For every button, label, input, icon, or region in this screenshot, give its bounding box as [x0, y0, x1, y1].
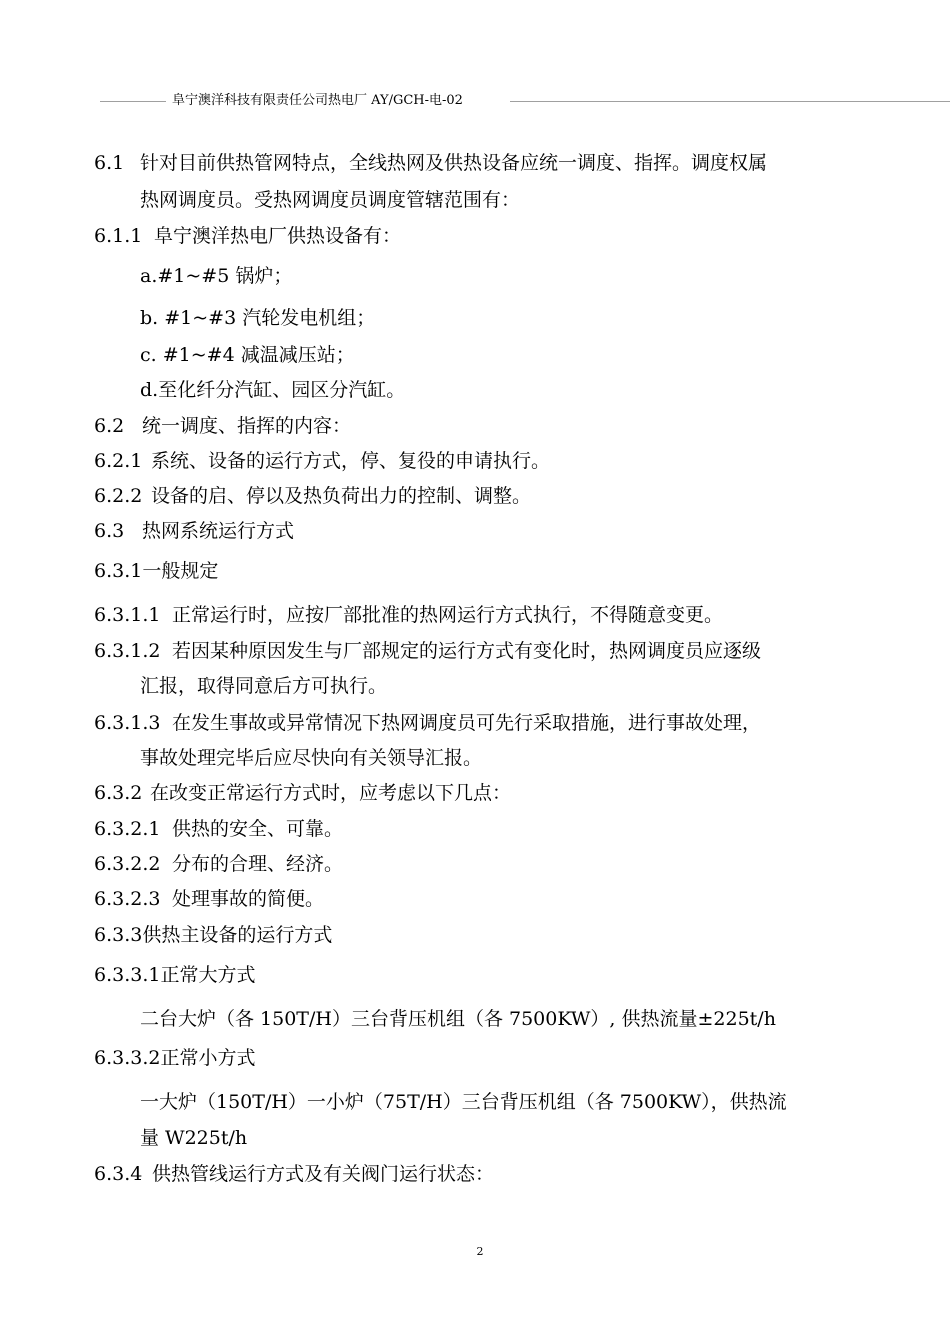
section-number: 6.3.2.2 — [94, 853, 161, 875]
header-rule-right — [510, 101, 950, 102]
line-6-3-1-3 — [94, 710, 761, 736]
line-text: 若因某种原因发生与厂部规定的运行方式有变化时，热网调度员应逐级 — [172, 640, 762, 662]
section-number: 6.3.1 — [94, 560, 143, 582]
section-number: 6.3.3.2 — [94, 1047, 161, 1069]
line-text: b. #1~#3 汽轮发电机组； — [140, 307, 376, 329]
line-text: 一大炉（150T/H）一小炉（75T/H）三台背压机组（各 7500KW），供热流 — [140, 1091, 787, 1113]
line-6-3-2-1 — [94, 816, 343, 842]
page-header — [0, 92, 950, 112]
line-text: 热网系统运行方式 — [142, 520, 295, 542]
section-number: 6.2.1 — [94, 450, 143, 472]
line-small-mode-detail — [140, 1089, 787, 1115]
line-6-2-1 — [94, 448, 550, 474]
line-big-mode-detail — [140, 1006, 776, 1032]
section-number: 6.3.4 — [94, 1163, 143, 1185]
line-6-2 — [94, 413, 351, 439]
line-6-3-1-2-cont — [140, 673, 387, 699]
line-text: c. #1~#4 减温减压站； — [140, 344, 355, 366]
line-6-3-3 — [94, 922, 332, 948]
line-6-3-1-1 — [94, 602, 723, 628]
section-number: 6.3.2.3 — [94, 888, 161, 910]
line-text: 供热管线运行方式及有关阀门运行状态： — [152, 1163, 495, 1185]
line-item-b — [140, 305, 375, 331]
section-number: 6.2 — [94, 415, 125, 437]
line-text: 正常大方式 — [160, 964, 256, 986]
section-number: 6.3.1.2 — [94, 640, 161, 662]
line-small-mode-detail-cont — [140, 1125, 247, 1151]
line-text: 供热的安全、可靠。 — [172, 818, 344, 840]
section-number: 6.1.1 — [94, 225, 143, 247]
header-text: 阜宁澳洋科技有限责任公司热电厂 AY/GCH-电-02 — [172, 93, 463, 108]
section-number: 6.3.1.3 — [94, 712, 161, 734]
line-6-3-3-2 — [94, 1045, 256, 1071]
page-number: 2 — [476, 1245, 484, 1258]
line-text: 汇报，取得同意后方可执行。 — [140, 675, 388, 697]
line-item-a — [140, 263, 292, 289]
line-text: 正常运行时，应按厂部批准的热网运行方式执行，不得随意变更。 — [172, 604, 724, 626]
line-text: 正常小方式 — [160, 1047, 256, 1069]
section-number: 6.2.2 — [94, 485, 143, 507]
line-6-3-4 — [94, 1161, 494, 1187]
line-text: 事故处理完毕后应尽快向有关领导汇报。 — [140, 747, 483, 769]
line-text: 统一调度、指挥的内容： — [142, 415, 352, 437]
line-6-1-1 — [94, 223, 401, 249]
line-6-3-1 — [94, 558, 218, 584]
line-text: 量 W225t/h — [140, 1127, 248, 1149]
line-item-d — [140, 377, 405, 403]
section-number: 6.3.3.1 — [94, 964, 161, 986]
line-6-3-2-2 — [94, 851, 343, 877]
section-number: 6.3 — [94, 520, 125, 542]
line-text: 分布的合理、经济。 — [172, 853, 344, 875]
line-text: a.#1~#5 锅炉； — [140, 265, 293, 287]
line-6-2-2 — [94, 483, 531, 509]
line-6-1 — [94, 150, 767, 176]
section-number: 6.1 — [94, 152, 125, 174]
section-number: 6.3.2.1 — [94, 818, 161, 840]
line-text: 在改变正常运行方式时，应考虑以下几点： — [150, 782, 512, 804]
line-text: 处理事故的简便。 — [172, 888, 325, 910]
section-number: 6.3.2 — [94, 782, 143, 804]
line-text: 阜宁澳洋热电厂供热设备有： — [154, 225, 402, 247]
line-text: 一般规定 — [142, 560, 219, 582]
line-text: 二台大炉（各 150T/H）三台背压机组（各 7500KW）, 供热流量±225t/h — [140, 1008, 776, 1030]
line-6-3 — [94, 518, 294, 544]
line-6-3-1-3-cont — [140, 745, 482, 771]
line-6-3-3-1 — [94, 962, 256, 988]
line-text: 在发生事故或异常情况下热网调度员可先行采取措施，进行事故处理， — [172, 712, 762, 734]
line-6-3-1-2 — [94, 638, 761, 664]
line-text: 针对目前供热管网特点，全线热网及供热设备应统一调度、指挥。调度权属 — [140, 152, 768, 174]
line-6-3-2-3 — [94, 886, 324, 912]
line-text: d.至化纤分汽缸、园区分汽缸。 — [140, 379, 406, 401]
line-item-c — [140, 342, 355, 368]
line-6-3-2 — [94, 780, 511, 806]
section-number: 6.3.1.1 — [94, 604, 161, 626]
line-text: 热网调度员。受热网调度员调度管辖范围有： — [140, 189, 521, 211]
page-footer — [0, 1245, 950, 1259]
line-text: 设备的启、停以及热负荷出力的控制、调整。 — [151, 485, 532, 507]
line-6-1-cont — [140, 187, 520, 213]
header-rule-left — [100, 101, 166, 102]
line-text: 供热主设备的运行方式 — [142, 924, 333, 946]
line-text: 系统、设备的运行方式，停、复役的申请执行。 — [151, 450, 551, 472]
section-number: 6.3.3 — [94, 924, 143, 946]
